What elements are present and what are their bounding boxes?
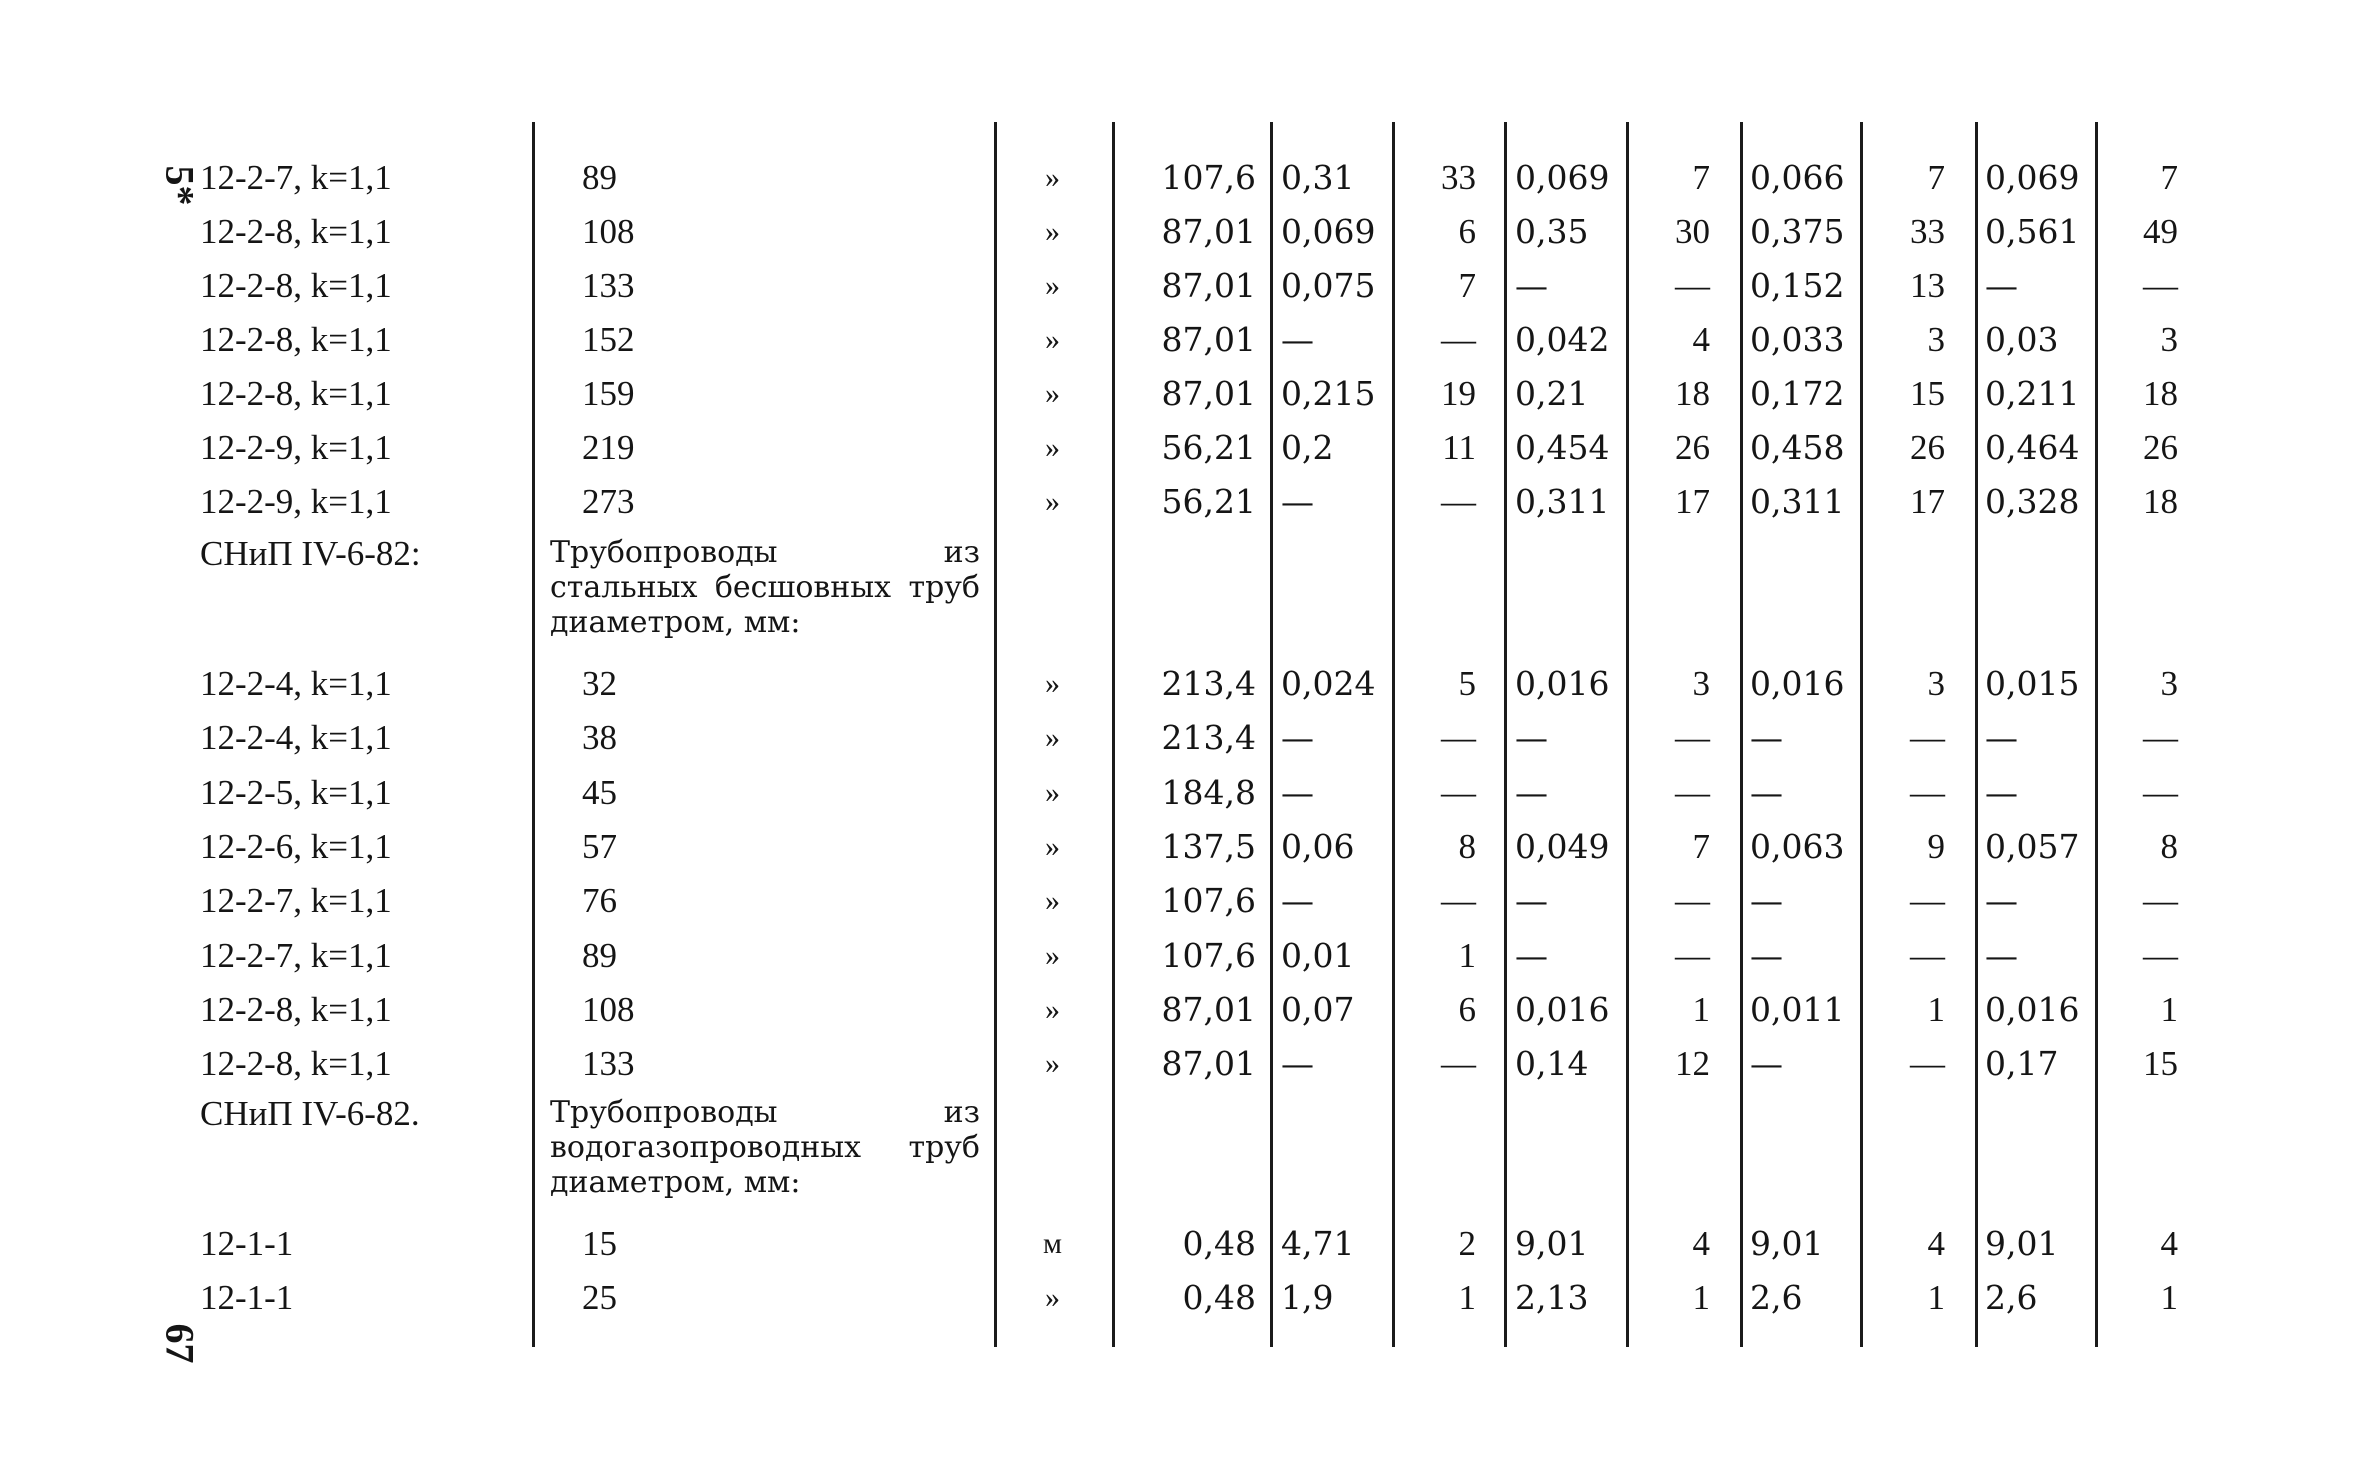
value-cell: 0,07	[1281, 989, 1355, 1029]
unit-cell: »	[1045, 829, 1060, 863]
count-cell: 1	[2160, 1278, 2178, 1317]
diameter-cell: 89	[582, 158, 617, 197]
value-cell: —	[1985, 718, 2018, 758]
value-cell: 0,011	[1750, 989, 1845, 1029]
unit-cell: »	[1045, 215, 1060, 248]
value-cell: —	[1750, 718, 1783, 758]
count-cell: 7	[1692, 826, 1710, 866]
count-cell: 1	[1927, 1278, 1945, 1317]
diameter-cell: 15	[582, 1224, 617, 1263]
value-cell: 1,9	[1281, 1278, 1334, 1317]
diameter-cell: 45	[582, 772, 617, 812]
count-cell: 7	[1692, 158, 1710, 197]
count-cell: 33	[1910, 212, 1945, 251]
diameter-cell: 76	[582, 881, 617, 921]
value-cell: 0,21	[1515, 374, 1589, 413]
count-cell: 5	[1458, 664, 1476, 703]
diameter-cell: 108	[582, 212, 635, 251]
count-cell: —	[1910, 935, 1945, 975]
value-cell: 0,152	[1750, 266, 1845, 305]
unit-cell: »	[1045, 377, 1060, 410]
count-cell: 8	[1458, 826, 1476, 866]
value-cell: —	[1515, 881, 1548, 921]
value-cell: —	[1985, 935, 2018, 975]
count-cell: —	[2143, 935, 2178, 975]
count-cell: 1	[1692, 989, 1710, 1029]
count-cell: —	[1441, 320, 1476, 359]
code-cell: 12-2-7, k=1,1	[200, 881, 392, 921]
count-cell: —	[1675, 881, 1710, 921]
count-cell: 7	[1927, 158, 1945, 197]
value-cell: 0,01	[1281, 935, 1355, 975]
value-cell: 0,35	[1515, 212, 1589, 251]
count-cell: 49	[2143, 212, 2178, 251]
count-cell: —	[1910, 1044, 1945, 1084]
diameter-cell: 273	[582, 482, 635, 521]
unit-cell: »	[1045, 775, 1060, 809]
price-cell: 0,48	[1182, 1278, 1256, 1317]
value-cell: —	[1281, 320, 1314, 359]
count-cell: —	[1441, 881, 1476, 921]
price-cell: 107,6	[1161, 935, 1256, 975]
unit-cell: »	[1045, 161, 1060, 194]
diameter-cell: 89	[582, 935, 617, 975]
value-cell: 2,6	[1985, 1278, 2038, 1317]
unit-cell: »	[1045, 269, 1060, 302]
unit-cell: »	[1045, 938, 1060, 972]
column-rule	[532, 122, 535, 1347]
code-cell: 12-2-9, k=1,1	[200, 428, 392, 467]
value-cell: 2,13	[1515, 1278, 1589, 1317]
code-cell: 12-2-8, k=1,1	[200, 212, 392, 251]
code-cell: 12-2-7, k=1,1	[200, 158, 392, 197]
count-cell: 18	[2143, 374, 2178, 413]
column-rule	[1270, 122, 1273, 1347]
unit-cell: »	[1045, 884, 1060, 918]
value-cell: 2,6	[1750, 1278, 1803, 1317]
count-cell: 13	[1910, 266, 1945, 305]
code-cell: 12-2-9, k=1,1	[200, 482, 392, 521]
value-cell: —	[1750, 935, 1783, 975]
diameter-cell: 152	[582, 320, 635, 359]
value-cell: 0,454	[1515, 428, 1610, 467]
page-number: 67	[157, 1323, 203, 1364]
section-2-code: СНиП IV-6-82:	[200, 534, 421, 573]
unit-cell: »	[1045, 1281, 1060, 1314]
count-cell: 7	[1458, 266, 1476, 305]
price-cell: 184,8	[1161, 772, 1256, 812]
value-cell: —	[1750, 772, 1783, 812]
value-cell: 0,458	[1750, 428, 1845, 467]
diameter-cell: 133	[582, 266, 635, 305]
value-cell: —	[1985, 266, 2018, 305]
value-cell: 0,172	[1750, 374, 1845, 413]
column-rule	[1740, 122, 1743, 1347]
price-cell: 87,01	[1161, 212, 1256, 251]
count-cell: 6	[1458, 989, 1476, 1029]
unit-cell: »	[1045, 992, 1060, 1026]
value-cell: —	[1281, 772, 1314, 812]
count-cell: —	[1441, 772, 1476, 812]
value-cell: 0,211	[1985, 374, 2080, 413]
count-cell: 18	[2143, 482, 2178, 521]
value-cell: 0,375	[1750, 212, 1845, 251]
count-cell: 17	[1675, 482, 1710, 521]
count-cell: —	[1910, 772, 1945, 812]
code-cell: 12-2-8, k=1,1	[200, 1044, 392, 1084]
value-cell: —	[1281, 718, 1314, 758]
diameter-cell: 57	[582, 826, 617, 866]
value-cell: 0,215	[1281, 374, 1376, 413]
unit-cell: »	[1045, 667, 1060, 700]
count-cell: 11	[1442, 428, 1476, 467]
value-cell: —	[1515, 718, 1548, 758]
code-cell: 12-2-8, k=1,1	[200, 266, 392, 305]
price-cell: 87,01	[1161, 320, 1256, 359]
count-cell: 12	[1675, 1044, 1710, 1084]
section-3-code: СНиП IV-6-82.	[200, 1094, 420, 1133]
count-cell: —	[1675, 718, 1710, 758]
unit-cell: »	[1045, 485, 1060, 518]
count-cell: 26	[2143, 428, 2178, 467]
count-cell: 18	[1675, 374, 1710, 413]
count-cell: 30	[1675, 212, 1710, 251]
count-cell: —	[2143, 772, 2178, 812]
value-cell: —	[1515, 266, 1548, 305]
value-cell: 9,01	[1985, 1224, 2059, 1263]
count-cell: —	[1910, 718, 1945, 758]
code-cell: 12-2-8, k=1,1	[200, 989, 392, 1029]
value-cell: —	[1750, 1044, 1783, 1084]
count-cell: —	[1441, 1044, 1476, 1084]
value-cell: —	[1750, 881, 1783, 921]
value-cell: 4,71	[1281, 1224, 1355, 1263]
value-cell: 0,016	[1515, 664, 1610, 703]
code-cell: 12-2-4, k=1,1	[200, 664, 392, 703]
count-cell: 3	[2160, 664, 2178, 703]
count-cell: 3	[1692, 664, 1710, 703]
unit-cell: м	[1043, 1227, 1062, 1260]
count-cell: 8	[2160, 826, 2178, 866]
price-cell: 87,01	[1161, 266, 1256, 305]
value-cell: 0,561	[1985, 212, 2080, 251]
count-cell: 9	[1927, 826, 1945, 866]
value-cell: 0,075	[1281, 266, 1376, 305]
count-cell: 3	[2160, 320, 2178, 359]
count-cell: —	[1910, 881, 1945, 921]
code-cell: 12-2-4, k=1,1	[200, 718, 392, 758]
value-cell: —	[1515, 772, 1548, 812]
diameter-cell: 108	[582, 989, 635, 1029]
count-cell: 1	[1927, 989, 1945, 1029]
count-cell: 4	[1692, 1224, 1710, 1263]
count-cell: 1	[1458, 1278, 1476, 1317]
value-cell: —	[1985, 881, 2018, 921]
column-rule	[1504, 122, 1507, 1347]
count-cell: 4	[1927, 1224, 1945, 1263]
value-cell: 0,016	[1750, 664, 1845, 703]
price-cell: 107,6	[1161, 881, 1256, 921]
code-cell: 12-1-1	[200, 1278, 294, 1317]
count-cell: 3	[1927, 320, 1945, 359]
value-cell: —	[1985, 772, 2018, 812]
diameter-cell: 133	[582, 1044, 635, 1084]
code-cell: 12-2-5, k=1,1	[200, 772, 392, 812]
value-cell: —	[1281, 1044, 1314, 1084]
unit-cell: »	[1045, 323, 1060, 356]
count-cell: —	[1675, 266, 1710, 305]
count-cell: —	[1675, 935, 1710, 975]
price-cell: 87,01	[1161, 1044, 1256, 1084]
price-cell: 213,4	[1161, 718, 1256, 758]
value-cell: —	[1281, 881, 1314, 921]
price-cell: 137,5	[1161, 826, 1256, 866]
margin-mark-top: 5*	[157, 165, 203, 206]
count-cell: 15	[1910, 374, 1945, 413]
value-cell: 0,015	[1985, 664, 2080, 703]
value-cell: 0,311	[1515, 482, 1610, 521]
value-cell: 9,01	[1750, 1224, 1824, 1263]
count-cell: 1	[1458, 935, 1476, 975]
count-cell: 15	[2143, 1044, 2178, 1084]
count-cell: —	[2143, 718, 2178, 758]
value-cell: 0,024	[1281, 664, 1376, 703]
value-cell: 0,17	[1985, 1044, 2059, 1084]
count-cell: 2	[1458, 1224, 1476, 1263]
price-cell: 0,48	[1182, 1224, 1256, 1263]
count-cell: 4	[2160, 1224, 2178, 1263]
value-cell: 0,049	[1515, 826, 1610, 866]
diameter-cell: 219	[582, 428, 635, 467]
column-rule	[994, 122, 997, 1347]
count-cell: —	[1675, 772, 1710, 812]
count-cell: 4	[1692, 320, 1710, 359]
value-cell: 0,311	[1750, 482, 1845, 521]
code-cell: 12-2-8, k=1,1	[200, 320, 392, 359]
value-cell: 0,328	[1985, 482, 2080, 521]
price-cell: 107,6	[1161, 158, 1256, 197]
value-cell: 0,464	[1985, 428, 2080, 467]
price-cell: 87,01	[1161, 989, 1256, 1029]
value-cell: 0,063	[1750, 826, 1845, 866]
count-cell: 33	[1441, 158, 1476, 197]
value-cell: 0,06	[1281, 826, 1355, 866]
count-cell: 7	[2160, 158, 2178, 197]
value-cell: —	[1515, 935, 1548, 975]
unit-cell: »	[1045, 721, 1060, 755]
code-cell: 12-2-6, k=1,1	[200, 826, 392, 866]
section-3-description: Трубопроводы из водогазопроводных труб диаметром, мм:	[550, 1095, 980, 1200]
code-cell: 12-2-7, k=1,1	[200, 935, 392, 975]
count-cell: 19	[1441, 374, 1476, 413]
value-cell: 0,2	[1281, 428, 1334, 467]
value-cell: 0,03	[1985, 320, 2059, 359]
count-cell: 1	[2160, 989, 2178, 1029]
value-cell: 0,066	[1750, 158, 1845, 197]
count-cell: 17	[1910, 482, 1945, 521]
value-cell: 9,01	[1515, 1224, 1589, 1263]
value-cell: 0,033	[1750, 320, 1845, 359]
code-cell: 12-2-8, k=1,1	[200, 374, 392, 413]
count-cell: —	[1441, 482, 1476, 521]
price-cell: 56,21	[1161, 428, 1256, 467]
count-cell: 6	[1458, 212, 1476, 251]
unit-cell: »	[1045, 431, 1060, 464]
value-cell: 0,14	[1515, 1044, 1589, 1084]
price-cell: 56,21	[1161, 482, 1256, 521]
count-cell: —	[2143, 266, 2178, 305]
count-cell: 3	[1927, 664, 1945, 703]
diameter-cell: 159	[582, 374, 635, 413]
diameter-cell: 25	[582, 1278, 617, 1317]
code-cell: 12-1-1	[200, 1224, 294, 1263]
diameter-cell: 32	[582, 664, 617, 703]
value-cell: 0,016	[1515, 989, 1610, 1029]
count-cell: —	[2143, 881, 2178, 921]
section-2-description: Трубопроводы из стальных бесшовных труб диаметром, мм:	[550, 535, 980, 640]
column-rule	[1975, 122, 1978, 1347]
count-cell: 26	[1910, 428, 1945, 467]
price-cell: 87,01	[1161, 374, 1256, 413]
value-cell: —	[1281, 482, 1314, 521]
value-cell: 0,016	[1985, 989, 2080, 1029]
value-cell: 0,31	[1281, 158, 1355, 197]
value-cell: 0,069	[1985, 158, 2080, 197]
price-cell: 213,4	[1161, 664, 1256, 703]
value-cell: 0,069	[1281, 212, 1376, 251]
count-cell: 26	[1675, 428, 1710, 467]
diameter-cell: 38	[582, 718, 617, 758]
value-cell: 0,057	[1985, 826, 2080, 866]
count-cell: 1	[1692, 1278, 1710, 1317]
count-cell: —	[1441, 718, 1476, 758]
unit-cell: »	[1045, 1047, 1060, 1081]
value-cell: 0,069	[1515, 158, 1610, 197]
value-cell: 0,042	[1515, 320, 1610, 359]
